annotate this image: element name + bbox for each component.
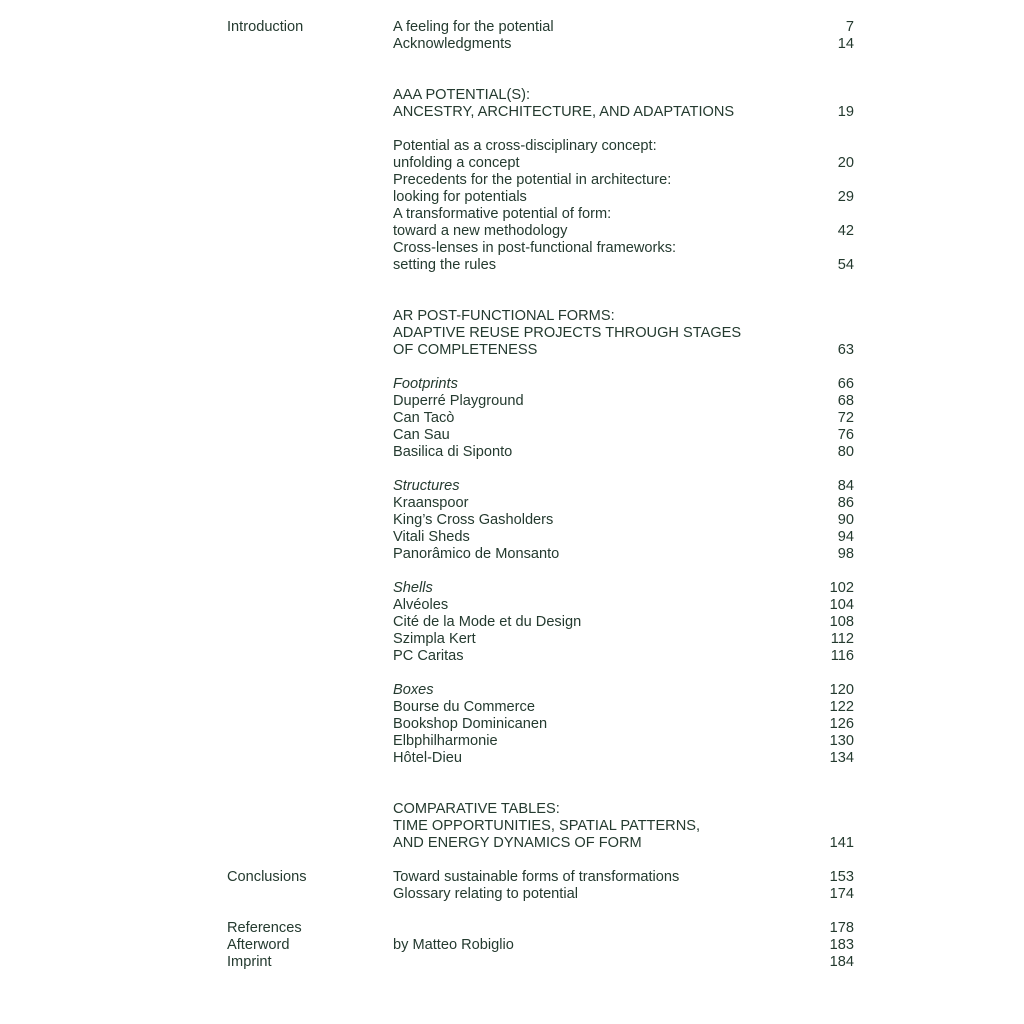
entry-title: Acknowledgments xyxy=(393,36,512,52)
project-page: 72 xyxy=(837,410,854,426)
project-page: 126 xyxy=(829,716,854,732)
part-heading-line xyxy=(0,104,1024,121)
section-label-introduction: Introduction xyxy=(227,19,304,35)
toc-row xyxy=(0,240,1024,257)
list-item xyxy=(0,393,1024,410)
part-heading-line xyxy=(0,801,1024,818)
entry-title-line-1: Cross-lenses in post-functional frameworks: xyxy=(393,240,677,256)
project-page: 76 xyxy=(837,427,854,443)
entry-page: 14 xyxy=(837,36,854,52)
part-heading-line xyxy=(0,835,1024,852)
project-title: Alvéoles xyxy=(393,597,449,613)
project-page: 134 xyxy=(829,750,854,766)
list-item xyxy=(0,495,1024,512)
list-item xyxy=(0,529,1024,546)
group-heading-row xyxy=(0,376,1024,393)
group-page: 84 xyxy=(837,478,854,494)
project-page: 80 xyxy=(837,444,854,460)
entry-title: Toward sustainable forms of transformations xyxy=(393,869,680,885)
entry-title-line-2: looking for potentials xyxy=(393,189,527,205)
entry-title-line-2: unfolding a concept xyxy=(393,155,520,171)
entry-title-line-1: A transformative potential of form: xyxy=(393,206,612,222)
project-page: 108 xyxy=(829,614,854,630)
project-page: 116 xyxy=(830,648,854,664)
list-item xyxy=(0,614,1024,631)
entry-page: 183 xyxy=(829,937,854,953)
entry-page: 42 xyxy=(837,223,854,239)
entry-page: 54 xyxy=(837,257,854,273)
toc-row xyxy=(0,19,1024,36)
part-heading-comparative-line-3: AND ENERGY DYNAMICS OF FORM xyxy=(393,835,642,851)
toc-row xyxy=(0,869,1024,886)
part-heading-line xyxy=(0,818,1024,835)
project-page: 90 xyxy=(837,512,854,528)
project-page: 68 xyxy=(837,393,854,409)
toc-row xyxy=(0,189,1024,206)
project-title: Cité de la Mode et du Design xyxy=(393,614,582,630)
project-title: Kraanspoor xyxy=(393,495,469,511)
group-name-structures: Structures xyxy=(393,478,460,494)
project-title: Bookshop Dominicanen xyxy=(393,716,548,732)
project-title: King’s Cross Gasholders xyxy=(393,512,554,528)
entry-page: 178 xyxy=(829,920,854,936)
project-page: 98 xyxy=(837,546,854,562)
list-item xyxy=(0,699,1024,716)
toc-row xyxy=(0,920,1024,937)
entry-title-line-1: Precedents for the potential in architecture: xyxy=(393,172,672,188)
part-heading-aaa-line-2: ANCESTRY, ARCHITECTURE, AND ADAPTATIONS xyxy=(393,104,735,120)
list-item xyxy=(0,427,1024,444)
project-page: 94 xyxy=(837,529,854,545)
project-page: 104 xyxy=(829,597,854,613)
entry-title-line-1: Potential as a cross-disciplinary concept: xyxy=(393,138,657,154)
project-title: Hôtel-Dieu xyxy=(393,750,462,766)
list-item xyxy=(0,597,1024,614)
part-heading-ar-page: 63 xyxy=(837,342,854,358)
entry-page: 7 xyxy=(845,19,854,35)
project-title: Vitali Sheds xyxy=(393,529,470,545)
project-page: 130 xyxy=(829,733,854,749)
entry-title: by Matteo Robiglio xyxy=(393,937,514,953)
toc-row xyxy=(0,155,1024,172)
list-item xyxy=(0,444,1024,461)
section-label-conclusions: Conclusions xyxy=(227,869,307,885)
group-name-shells: Shells xyxy=(393,580,433,596)
group-name-boxes: Boxes xyxy=(393,682,434,698)
entry-title-line-2: toward a new methodology xyxy=(393,223,568,239)
project-title: Can Tacò xyxy=(393,410,455,426)
part-heading-comparative-page: 141 xyxy=(829,835,854,851)
entry-page: 29 xyxy=(837,189,854,205)
entry-page: 20 xyxy=(837,155,854,171)
part-heading-ar-line-3: OF COMPLETENESS xyxy=(393,342,538,358)
section-label-imprint: Imprint xyxy=(227,954,272,970)
group-page: 120 xyxy=(829,682,854,698)
entry-title: A feeling for the potential xyxy=(393,19,554,35)
group-name-footprints: Footprints xyxy=(393,376,458,392)
entry-page: 184 xyxy=(829,954,854,970)
section-label-references: References xyxy=(227,920,302,936)
toc-row xyxy=(0,36,1024,53)
group-page: 66 xyxy=(837,376,854,392)
project-title: Panorâmico de Monsanto xyxy=(393,546,560,562)
project-title: Duperré Playground xyxy=(393,393,524,409)
part-heading-ar-line-1: AR POST-FUNCTIONAL FORMS: xyxy=(393,308,615,324)
part-heading-line xyxy=(0,342,1024,359)
list-item xyxy=(0,716,1024,733)
part-heading-ar-line-2: ADAPTIVE REUSE PROJECTS THROUGH STAGES xyxy=(393,325,742,341)
list-item xyxy=(0,750,1024,767)
list-item xyxy=(0,733,1024,750)
section-label-afterword: Afterword xyxy=(227,937,290,953)
list-item xyxy=(0,648,1024,665)
project-title: PC Caritas xyxy=(393,648,464,664)
project-title: Bourse du Commerce xyxy=(393,699,535,715)
entry-title: Glossary relating to potential xyxy=(393,886,578,902)
entry-title-line-2: setting the rules xyxy=(393,257,497,273)
part-heading-line xyxy=(0,87,1024,104)
part-heading-line xyxy=(0,325,1024,342)
toc-row xyxy=(0,223,1024,240)
project-page: 122 xyxy=(829,699,854,715)
entry-page: 153 xyxy=(829,869,854,885)
group-heading-row xyxy=(0,682,1024,699)
toc-row xyxy=(0,886,1024,903)
list-item xyxy=(0,512,1024,529)
list-item xyxy=(0,546,1024,563)
project-page: 86 xyxy=(837,495,854,511)
part-heading-line xyxy=(0,308,1024,325)
toc-row xyxy=(0,172,1024,189)
list-item xyxy=(0,410,1024,427)
toc-row xyxy=(0,937,1024,954)
project-title: Szimpla Kert xyxy=(393,631,476,647)
project-title: Can Sau xyxy=(393,427,450,443)
group-page: 102 xyxy=(829,580,854,596)
project-title: Basilica di Siponto xyxy=(393,444,513,460)
project-title: Elbphilharmonie xyxy=(393,733,498,749)
toc-row xyxy=(0,954,1024,971)
toc-row xyxy=(0,257,1024,274)
toc-row xyxy=(0,206,1024,223)
part-heading-aaa-page: 19 xyxy=(837,104,854,120)
part-heading-comparative-line-2: TIME OPPORTUNITIES, SPATIAL PATTERNS, xyxy=(393,818,701,834)
part-heading-comparative-line-1: COMPARATIVE TABLES: xyxy=(393,801,560,817)
toc-row xyxy=(0,138,1024,155)
group-heading-row xyxy=(0,478,1024,495)
entry-page: 174 xyxy=(829,886,854,902)
group-heading-row xyxy=(0,580,1024,597)
project-page: 112 xyxy=(830,631,854,647)
part-heading-aaa-line-1: AAA POTENTIAL(S): xyxy=(393,87,531,103)
list-item xyxy=(0,631,1024,648)
